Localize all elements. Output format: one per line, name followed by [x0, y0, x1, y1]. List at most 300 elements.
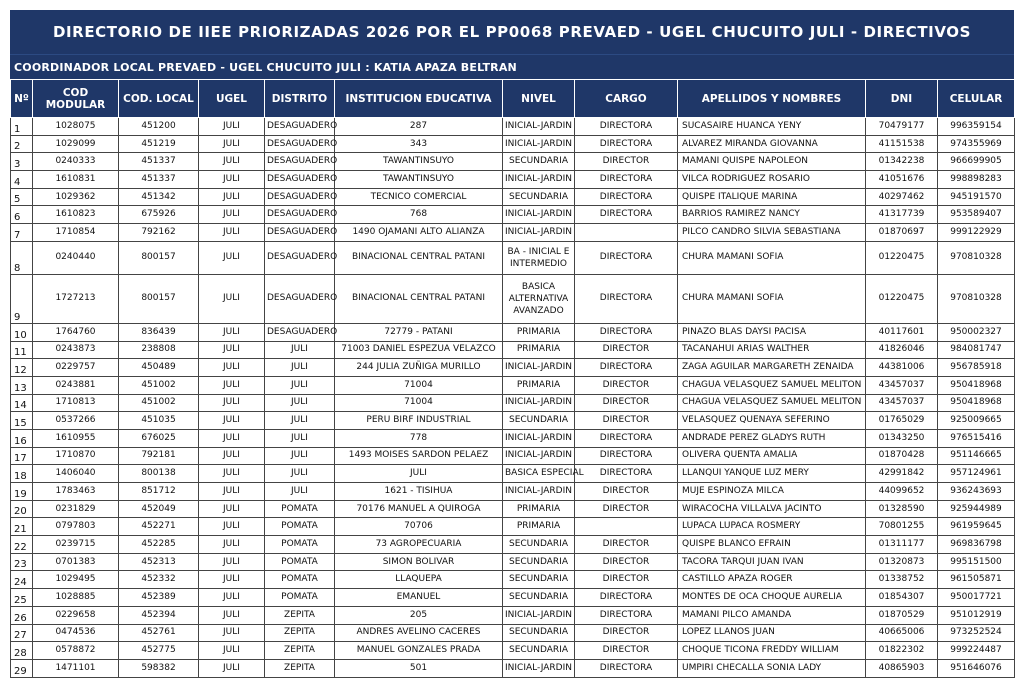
cell-col-distrito: POMATA [265, 571, 335, 589]
cell-col-distrito: POMATA [265, 589, 335, 607]
cell-col-cargo [575, 518, 678, 536]
cell-col-celular: 961505871 [938, 571, 1015, 589]
cell-col-cod-modular: 0243873 [33, 341, 119, 359]
cell-col-cod-modular: 1610823 [33, 206, 119, 224]
cell-col-institucion: 205 [335, 606, 503, 624]
cell-col-ugel: JULI [199, 536, 265, 554]
cell-col-celular: 970810328 [938, 274, 1015, 323]
cell-col-ugel: JULI [199, 659, 265, 677]
cell-col-nivel: BASICA ESPECIAL [503, 465, 575, 483]
cell-col-dni: 01320873 [866, 553, 938, 571]
cell-col-apellidos-nombres: QUISPE BLANCO EFRAIN [678, 536, 866, 554]
header-col-dni: DNI [866, 80, 938, 118]
cell-col-dni: 01328590 [866, 500, 938, 518]
cell-col-nivel: SECUNDARIA [503, 642, 575, 660]
cell-col-nivel: INICIAL-JARDIN [503, 171, 575, 189]
cell-col-distrito: JULI [265, 394, 335, 412]
cell-col-nivel: INICIAL-JARDIN [503, 606, 575, 624]
table-row [11, 518, 1015, 536]
cell-col-institucion: 244 JULIA ZUÑIGA MURILLO [335, 359, 503, 377]
cell-col-cargo: DIRECTOR [575, 153, 678, 171]
cell-col-apellidos-nombres: MONTES DE OCA CHOQUE AURELIA [678, 589, 866, 607]
header-col-number: Nº [11, 80, 33, 118]
cell-col-number: 11 [11, 341, 33, 359]
cell-col-institucion: SIMON BOLIVAR [335, 553, 503, 571]
cell-col-cargo: DIRECTORA [575, 206, 678, 224]
sheet-title: DIRECTORIO DE IIEE PRIORIZADAS 2026 POR EL PP0068 PREVAED - UGEL CHUCUITO JULI - DIRECTIVOS [10, 10, 1014, 54]
cell-col-cargo: DIRECTOR [575, 394, 678, 412]
cell-col-institucion: 1490 OJAMANI ALTO ALIANZA [335, 224, 503, 242]
cell-col-number: 8 [11, 241, 33, 274]
cell-col-dni: 01343250 [866, 429, 938, 447]
table-row [11, 659, 1015, 677]
cell-col-apellidos-nombres: LUPACA LUPACA ROSMERY [678, 518, 866, 536]
cell-col-distrito: ZEPITA [265, 606, 335, 624]
cell-col-cod-local: 800157 [119, 274, 199, 323]
table-row [11, 536, 1015, 554]
cell-col-number: 13 [11, 376, 33, 394]
table-row [11, 135, 1015, 153]
cell-col-dni: 41317739 [866, 206, 938, 224]
cell-col-dni: 01311177 [866, 536, 938, 554]
cell-col-cod-modular: 1727213 [33, 274, 119, 323]
cell-col-cod-modular: 1710813 [33, 394, 119, 412]
cell-col-nivel: SECUNDARIA [503, 412, 575, 430]
cell-col-apellidos-nombres: LOPEZ LLANOS JUAN [678, 624, 866, 642]
cell-col-cod-modular: 1028075 [33, 118, 119, 136]
header-col-institucion: INSTITUCION EDUCATIVA [335, 80, 503, 118]
cell-col-cargo: DIRECTORA [575, 118, 678, 136]
cell-col-dni: 44381006 [866, 359, 938, 377]
cell-col-ugel: JULI [199, 642, 265, 660]
cell-col-institucion: TECNICO COMERCIAL [335, 188, 503, 206]
table-row [11, 624, 1015, 642]
cell-col-institucion: ANDRES AVELINO CACERES [335, 624, 503, 642]
cell-col-number: 12 [11, 359, 33, 377]
cell-col-celular: 961959645 [938, 518, 1015, 536]
table-row [11, 274, 1015, 323]
cell-col-celular: 951146665 [938, 447, 1015, 465]
cell-col-cargo: DIRECTORA [575, 135, 678, 153]
cell-col-ugel: JULI [199, 394, 265, 412]
cell-col-ugel: JULI [199, 274, 265, 323]
cell-col-nivel: PRIMARIA [503, 518, 575, 536]
cell-col-ugel: JULI [199, 323, 265, 341]
cell-col-apellidos-nombres: CASTILLO APAZA ROGER [678, 571, 866, 589]
cell-col-celular: 969836798 [938, 536, 1015, 554]
cell-col-apellidos-nombres: SUCASAIRE HUANCA YENY [678, 118, 866, 136]
cell-col-nivel: SECUNDARIA [503, 188, 575, 206]
cell-col-apellidos-nombres: ALVAREZ MIRANDA GIOVANNA [678, 135, 866, 153]
cell-col-distrito: JULI [265, 412, 335, 430]
table-row [11, 323, 1015, 341]
cell-col-distrito: DESAGUADERO [265, 206, 335, 224]
cell-col-cargo: DIRECTORA [575, 589, 678, 607]
cell-col-institucion: 73 AGROPECUARIA [335, 536, 503, 554]
cell-col-dni: 01338752 [866, 571, 938, 589]
cell-col-ugel: JULI [199, 589, 265, 607]
cell-col-number: 15 [11, 412, 33, 430]
cell-col-cargo: DIRECTORA [575, 274, 678, 323]
directory-table [10, 79, 1015, 678]
cell-col-cod-modular: 1764760 [33, 323, 119, 341]
cell-col-institucion: 72779 - PATANI [335, 323, 503, 341]
cell-col-cod-modular: 0474536 [33, 624, 119, 642]
cell-col-distrito: DESAGUADERO [265, 224, 335, 242]
cell-col-cod-local: 675926 [119, 206, 199, 224]
cell-col-cod-modular: 1029362 [33, 188, 119, 206]
header-col-cod-modular: COD MODULAR [33, 80, 119, 118]
cell-col-dni: 01765029 [866, 412, 938, 430]
cell-col-number: 5 [11, 188, 33, 206]
table-row [11, 465, 1015, 483]
cell-col-cod-modular: 0537266 [33, 412, 119, 430]
cell-col-dni: 01870697 [866, 224, 938, 242]
cell-col-number: 2 [11, 135, 33, 153]
cell-col-nivel: INICIAL-JARDIN [503, 206, 575, 224]
cell-col-cod-local: 598382 [119, 659, 199, 677]
cell-col-apellidos-nombres: TACORA TARQUI JUAN IVAN [678, 553, 866, 571]
cell-col-institucion: 287 [335, 118, 503, 136]
cell-col-celular: 945191570 [938, 188, 1015, 206]
cell-col-distrito: ZEPITA [265, 624, 335, 642]
cell-col-apellidos-nombres: WIRACOCHA VILLALVA JACINTO [678, 500, 866, 518]
cell-col-ugel: JULI [199, 359, 265, 377]
cell-col-cod-modular: 1610831 [33, 171, 119, 189]
cell-col-celular: 951646076 [938, 659, 1015, 677]
table-row [11, 241, 1015, 274]
cell-col-cod-local: 792181 [119, 447, 199, 465]
cell-col-ugel: JULI [199, 224, 265, 242]
cell-col-number: 23 [11, 553, 33, 571]
cell-col-institucion: BINACIONAL CENTRAL PATANI [335, 274, 503, 323]
cell-col-apellidos-nombres: PILCO CANDRO SILVIA SEBASTIANA [678, 224, 866, 242]
cell-col-institucion: 343 [335, 135, 503, 153]
table-row [11, 412, 1015, 430]
cell-col-ugel: JULI [199, 206, 265, 224]
cell-col-distrito: DESAGUADERO [265, 323, 335, 341]
cell-col-number: 10 [11, 323, 33, 341]
cell-col-ugel: JULI [199, 429, 265, 447]
table-row [11, 447, 1015, 465]
cell-col-ugel: JULI [199, 500, 265, 518]
cell-col-number: 6 [11, 206, 33, 224]
cell-col-celular: 974355969 [938, 135, 1015, 153]
cell-col-ugel: JULI [199, 465, 265, 483]
cell-col-number: 20 [11, 500, 33, 518]
cell-col-institucion: EMANUEL [335, 589, 503, 607]
cell-col-celular: 999122929 [938, 224, 1015, 242]
cell-col-apellidos-nombres: QUISPE ITALIQUE MARINA [678, 188, 866, 206]
cell-col-number: 27 [11, 624, 33, 642]
cell-col-celular: 999224487 [938, 642, 1015, 660]
cell-col-cod-local: 836439 [119, 323, 199, 341]
cell-col-nivel: SECUNDARIA [503, 553, 575, 571]
header-col-cod-local: COD. LOCAL [119, 80, 199, 118]
cell-col-celular: 976515416 [938, 429, 1015, 447]
cell-col-nivel: BA - INICIAL E INTERMEDIO [503, 241, 575, 274]
cell-col-celular: 956785918 [938, 359, 1015, 377]
cell-col-dni: 40865903 [866, 659, 938, 677]
header-col-ugel: UGEL [199, 80, 265, 118]
cell-col-apellidos-nombres: TACANAHUI ARIAS WALTHER [678, 341, 866, 359]
cell-col-ugel: JULI [199, 571, 265, 589]
cell-col-cod-modular: 1028885 [33, 589, 119, 607]
cell-col-cargo [575, 224, 678, 242]
cell-col-apellidos-nombres: CHAGUA VELASQUEZ SAMUEL MELITON [678, 376, 866, 394]
cell-col-cod-local: 452761 [119, 624, 199, 642]
cell-col-apellidos-nombres: ZAGA AGUILAR MARGARETH ZENAIDA [678, 359, 866, 377]
cell-col-celular: 950418968 [938, 376, 1015, 394]
cell-col-nivel: SECUNDARIA [503, 589, 575, 607]
cell-col-celular: 950418968 [938, 394, 1015, 412]
cell-col-cargo: DIRECTORA [575, 659, 678, 677]
cell-col-celular: 984081747 [938, 341, 1015, 359]
cell-col-ugel: JULI [199, 518, 265, 536]
cell-col-nivel: PRIMARIA [503, 376, 575, 394]
cell-col-cod-local: 452389 [119, 589, 199, 607]
cell-col-institucion: 70176 MANUEL A QUIROGA [335, 500, 503, 518]
cell-col-cargo: DIRECTOR [575, 483, 678, 501]
cell-col-dni: 40117601 [866, 323, 938, 341]
cell-col-number: 26 [11, 606, 33, 624]
cell-col-institucion: 71003 DANIEL ESPEZUA VELAZCO [335, 341, 503, 359]
cell-col-nivel: INICIAL-JARDIN [503, 359, 575, 377]
table-row [11, 571, 1015, 589]
cell-col-cod-local: 451337 [119, 153, 199, 171]
cell-col-nivel: INICIAL-JARDIN [503, 135, 575, 153]
cell-col-nivel: SECUNDARIA [503, 536, 575, 554]
cell-col-apellidos-nombres: BARRIOS RAMIREZ NANCY [678, 206, 866, 224]
cell-col-institucion: MANUEL GONZALES PRADA [335, 642, 503, 660]
cell-col-cod-local: 451342 [119, 188, 199, 206]
cell-col-dni: 41051676 [866, 171, 938, 189]
cell-col-celular: 966699905 [938, 153, 1015, 171]
cell-col-cargo: DIRECTOR [575, 341, 678, 359]
cell-col-cod-local: 451219 [119, 135, 199, 153]
cell-col-cargo: DIRECTOR [575, 500, 678, 518]
table-row [11, 188, 1015, 206]
cell-col-cod-local: 452285 [119, 536, 199, 554]
table-row [11, 606, 1015, 624]
cell-col-cod-local: 451337 [119, 171, 199, 189]
cell-col-distrito: DESAGUADERO [265, 274, 335, 323]
cell-col-cod-modular: 1783463 [33, 483, 119, 501]
cell-col-dni: 44099652 [866, 483, 938, 501]
cell-col-distrito: JULI [265, 447, 335, 465]
cell-col-dni: 70479177 [866, 118, 938, 136]
cell-col-cargo: DIRECTOR [575, 376, 678, 394]
cell-col-celular: 998898283 [938, 171, 1015, 189]
cell-col-number: 22 [11, 536, 33, 554]
cell-col-celular: 925944989 [938, 500, 1015, 518]
cell-col-dni: 43457037 [866, 394, 938, 412]
cell-col-dni: 43457037 [866, 376, 938, 394]
cell-col-nivel: SECUNDARIA [503, 571, 575, 589]
cell-col-cod-modular: 1406040 [33, 465, 119, 483]
cell-col-cod-modular: 1029495 [33, 571, 119, 589]
table-body [11, 118, 1015, 678]
cell-col-number: 28 [11, 642, 33, 660]
cell-col-ugel: JULI [199, 188, 265, 206]
cell-col-cod-modular: 0229658 [33, 606, 119, 624]
cell-col-cod-local: 452332 [119, 571, 199, 589]
cell-col-institucion: BINACIONAL CENTRAL PATANI [335, 241, 503, 274]
cell-col-cod-local: 851712 [119, 483, 199, 501]
cell-col-distrito: ZEPITA [265, 642, 335, 660]
cell-col-distrito: JULI [265, 376, 335, 394]
cell-col-cod-local: 452271 [119, 518, 199, 536]
cell-col-cod-modular: 0701383 [33, 553, 119, 571]
cell-col-apellidos-nombres: CHURA MAMANI SOFIA [678, 241, 866, 274]
cell-col-number: 3 [11, 153, 33, 171]
cell-col-cod-local: 451200 [119, 118, 199, 136]
header-row [11, 80, 1015, 118]
cell-col-apellidos-nombres: PINAZO BLAS DAYSI PACISA [678, 323, 866, 341]
cell-col-institucion: 768 [335, 206, 503, 224]
cell-col-institucion: 71004 [335, 376, 503, 394]
cell-col-institucion: 70706 [335, 518, 503, 536]
cell-col-dni: 01342238 [866, 153, 938, 171]
cell-col-distrito: DESAGUADERO [265, 135, 335, 153]
cell-col-celular: 995151500 [938, 553, 1015, 571]
cell-col-nivel: BASICA ALTERNATIVA AVANZADO [503, 274, 575, 323]
cell-col-nivel: PRIMARIA [503, 323, 575, 341]
cell-col-cod-local: 800157 [119, 241, 199, 274]
table-row [11, 359, 1015, 377]
cell-col-apellidos-nombres: CHOQUE TICONA FREDDY WILLIAM [678, 642, 866, 660]
cell-col-number: 7 [11, 224, 33, 242]
cell-col-number: 25 [11, 589, 33, 607]
cell-col-institucion: 778 [335, 429, 503, 447]
cell-col-celular: 950017721 [938, 589, 1015, 607]
cell-col-dni: 40665006 [866, 624, 938, 642]
cell-col-ugel: JULI [199, 376, 265, 394]
cell-col-institucion: TAWANTINSUYO [335, 171, 503, 189]
cell-col-celular: 996359154 [938, 118, 1015, 136]
cell-col-cargo: DIRECTORA [575, 465, 678, 483]
table-row [11, 553, 1015, 571]
cell-col-distrito: JULI [265, 465, 335, 483]
cell-col-cod-modular: 0231829 [33, 500, 119, 518]
cell-col-nivel: SECUNDARIA [503, 624, 575, 642]
cell-col-apellidos-nombres: OLIVERA QUENTA AMALIA [678, 447, 866, 465]
cell-col-cargo: DIRECTOR [575, 412, 678, 430]
cell-col-apellidos-nombres: CHURA MAMANI SOFIA [678, 274, 866, 323]
header-col-celular: CELULAR [938, 80, 1015, 118]
cell-col-number: 18 [11, 465, 33, 483]
cell-col-distrito: POMATA [265, 553, 335, 571]
table-row [11, 483, 1015, 501]
cell-col-number: 21 [11, 518, 33, 536]
cell-col-apellidos-nombres: CHAGUA VELASQUEZ SAMUEL MELITON [678, 394, 866, 412]
cell-col-institucion: 1621 - TISIHUA [335, 483, 503, 501]
cell-col-cod-local: 676025 [119, 429, 199, 447]
table-row [11, 341, 1015, 359]
cell-col-celular: 950002327 [938, 323, 1015, 341]
cell-col-cod-local: 800138 [119, 465, 199, 483]
cell-col-cargo: DIRECTORA [575, 606, 678, 624]
cell-col-cargo: DIRECTOR [575, 571, 678, 589]
cell-col-ugel: JULI [199, 624, 265, 642]
table-row [11, 394, 1015, 412]
cell-col-apellidos-nombres: UMPIRI CHECALLA SONIA LADY [678, 659, 866, 677]
cell-col-ugel: JULI [199, 412, 265, 430]
cell-col-dni: 41151538 [866, 135, 938, 153]
cell-col-cod-local: 451002 [119, 376, 199, 394]
cell-col-apellidos-nombres: VELASQUEZ QUENAYA SEFERINO [678, 412, 866, 430]
cell-col-celular: 973252524 [938, 624, 1015, 642]
cell-col-dni: 42991842 [866, 465, 938, 483]
cell-col-cod-local: 238808 [119, 341, 199, 359]
cell-col-cargo: DIRECTORA [575, 429, 678, 447]
cell-col-cargo: DIRECTOR [575, 553, 678, 571]
header-col-nivel: NIVEL [503, 80, 575, 118]
cell-col-cod-local: 451002 [119, 394, 199, 412]
cell-col-celular: 951012919 [938, 606, 1015, 624]
cell-col-institucion: 1493 MOISES SARDON PELAEZ [335, 447, 503, 465]
cell-col-number: 1 [11, 118, 33, 136]
cell-col-number: 19 [11, 483, 33, 501]
cell-col-institucion: PERU BIRF INDUSTRIAL [335, 412, 503, 430]
cell-col-ugel: JULI [199, 341, 265, 359]
cell-col-cod-modular: 1710870 [33, 447, 119, 465]
table-row [11, 153, 1015, 171]
cell-col-distrito: JULI [265, 429, 335, 447]
cell-col-cod-modular: 1471101 [33, 659, 119, 677]
cell-col-cod-modular: 1710854 [33, 224, 119, 242]
cell-col-cargo: DIRECTORA [575, 447, 678, 465]
cell-col-celular: 936243693 [938, 483, 1015, 501]
cell-col-cod-modular: 1029099 [33, 135, 119, 153]
cell-col-ugel: JULI [199, 553, 265, 571]
cell-col-celular: 925009665 [938, 412, 1015, 430]
cell-col-dni: 01854307 [866, 589, 938, 607]
cell-col-cargo: DIRECTOR [575, 536, 678, 554]
header-col-cargo: CARGO [575, 80, 678, 118]
cell-col-cod-local: 792162 [119, 224, 199, 242]
cell-col-cargo: DIRECTORA [575, 241, 678, 274]
cell-col-distrito: DESAGUADERO [265, 118, 335, 136]
cell-col-cod-modular: 0240333 [33, 153, 119, 171]
cell-col-nivel: INICIAL-JARDIN [503, 394, 575, 412]
cell-col-distrito: DESAGUADERO [265, 188, 335, 206]
cell-col-cargo: DIRECTORA [575, 171, 678, 189]
cell-col-cod-modular: 0797803 [33, 518, 119, 536]
cell-col-apellidos-nombres: LLANQUI YANQUE LUZ MERY [678, 465, 866, 483]
cell-col-ugel: JULI [199, 171, 265, 189]
cell-col-nivel: INICIAL-JARDIN [503, 118, 575, 136]
table-row [11, 224, 1015, 242]
cell-col-nivel: SECUNDARIA [503, 153, 575, 171]
cell-col-distrito: POMATA [265, 536, 335, 554]
cell-col-cod-local: 452313 [119, 553, 199, 571]
table-row [11, 500, 1015, 518]
table-row [11, 206, 1015, 224]
cell-col-celular: 957124961 [938, 465, 1015, 483]
cell-col-ugel: JULI [199, 606, 265, 624]
cell-col-apellidos-nombres: MAMANI QUISPE NAPOLEON [678, 153, 866, 171]
cell-col-cargo: DIRECTORA [575, 323, 678, 341]
cell-col-cargo: DIRECTORA [575, 359, 678, 377]
cell-col-dni: 70801255 [866, 518, 938, 536]
cell-col-ugel: JULI [199, 447, 265, 465]
cell-col-apellidos-nombres: ANDRADE PEREZ GLADYS RUTH [678, 429, 866, 447]
table-row [11, 376, 1015, 394]
cell-col-nivel: INICIAL-JARDIN [503, 447, 575, 465]
cell-col-nivel: INICIAL-JARDIN [503, 224, 575, 242]
cell-col-distrito: DESAGUADERO [265, 153, 335, 171]
